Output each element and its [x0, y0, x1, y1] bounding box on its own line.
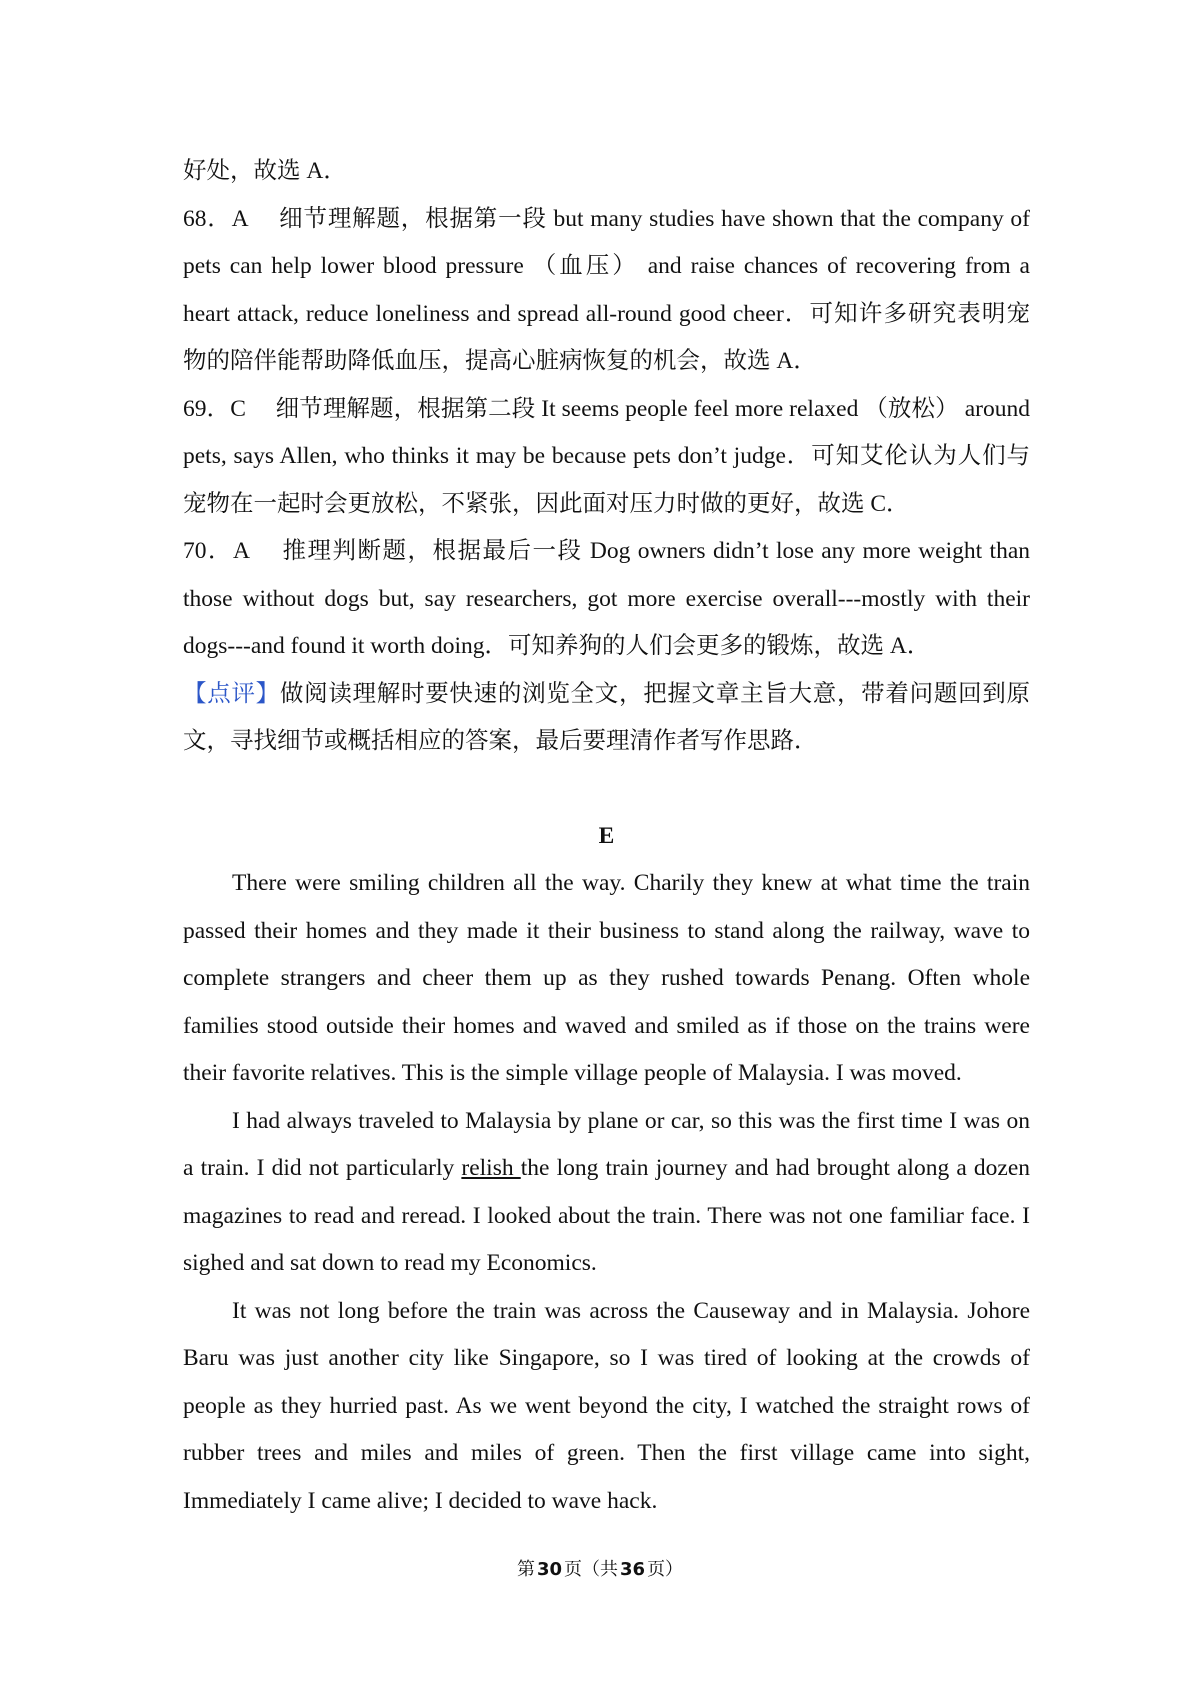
- footer-middle: 页（共: [564, 1559, 618, 1580]
- passage-paragraph-3: It was not long before the train was across the Causeway and in Malaysia. Johore Baru was just another city like Singapore, so I was tired of looking at the crowds of people as they hurried past. As we went beyond the city, I watched the straight rows of rubber trees and miles and miles of green. Then the first village came into sight, Immediately I came alive; I decided to wave hack.: [183, 1297, 1030, 1514]
- comment-paragraph: [183, 671, 1030, 766]
- paragraph-2-start: I had always traveled to Malaysia by plane or car, so this was the first time I was on a train. I did not particularly: [183, 1107, 1030, 1181]
- answer-69: 69．C 细节理解题，根据第二段 It seems people feel more relaxed （放松） around pets, says Allen, who thinks it may be because pets don’t judge．可知艾伦认为人们与宠物在一起时会更放松，不紧张，因此面对压力时做的更好，故选 C．: [183, 395, 1030, 517]
- footer-prefix: 第: [516, 1559, 535, 1580]
- footer-current-page: 30: [536, 1559, 562, 1580]
- comment-text: 做阅读理解时要快速的浏览全文，把握文章主旨大意，带着问题回到原文，寻找细节或概括相应的答案，最后要理清作者写作思路．: [183, 680, 1031, 754]
- passage-paragraph-2: [183, 1098, 1030, 1288]
- page-footer: [0, 1557, 1200, 1583]
- footer-suffix: 页）: [647, 1559, 684, 1580]
- answer-68: 68．A 细节理解题，根据第一段 but many studies have shown that the company of pets can help lower blood pressure （血压） and raise chances of recovering from a heart attack, reduce loneliness and spread all-round good cheer．可知许多研究表明宠物的陪伴能帮助降低血压，提高心脏病恢复的机会，故选 A．: [183, 205, 1030, 374]
- passage-paragraph-1: There were smiling children all the way. Charily they knew at what time the train passed their homes and they made it their business to stand along the railway, wave to complete strangers and cheer them up as they rushed towards Penang. Often whole families stood outside their homes and waved and smiled as if those on the trains were their favorite relatives. This is the simple village people of Malaysia. I was moved.: [183, 870, 1030, 1086]
- footer-total-pages: 36: [620, 1559, 646, 1580]
- section-spacer: [183, 766, 1030, 813]
- underlined-word-relish: relish: [461, 1155, 521, 1181]
- paragraph-2-end: the long train journey and had brought along a dozen magazines to read and reread. I looked about the train. There was not one familiar face. I sighed and sat down to read my Economics.: [183, 1155, 1031, 1276]
- passage-title: E: [598, 822, 615, 849]
- answer-70: 70．A 推理判断题，根据最后一段 Dog owners didn’t lose any more weight than those without dogs but, say researchers, got more exercise overall---mostly with their dogs---and found it worth doing．可知养狗的人们会更多的锻炼，故选 A．: [183, 538, 1030, 659]
- comment-label: 【点评】: [183, 680, 280, 707]
- page-content: [183, 148, 1030, 1525]
- answer-continuation: 好处，故选 A．: [183, 158, 347, 184]
